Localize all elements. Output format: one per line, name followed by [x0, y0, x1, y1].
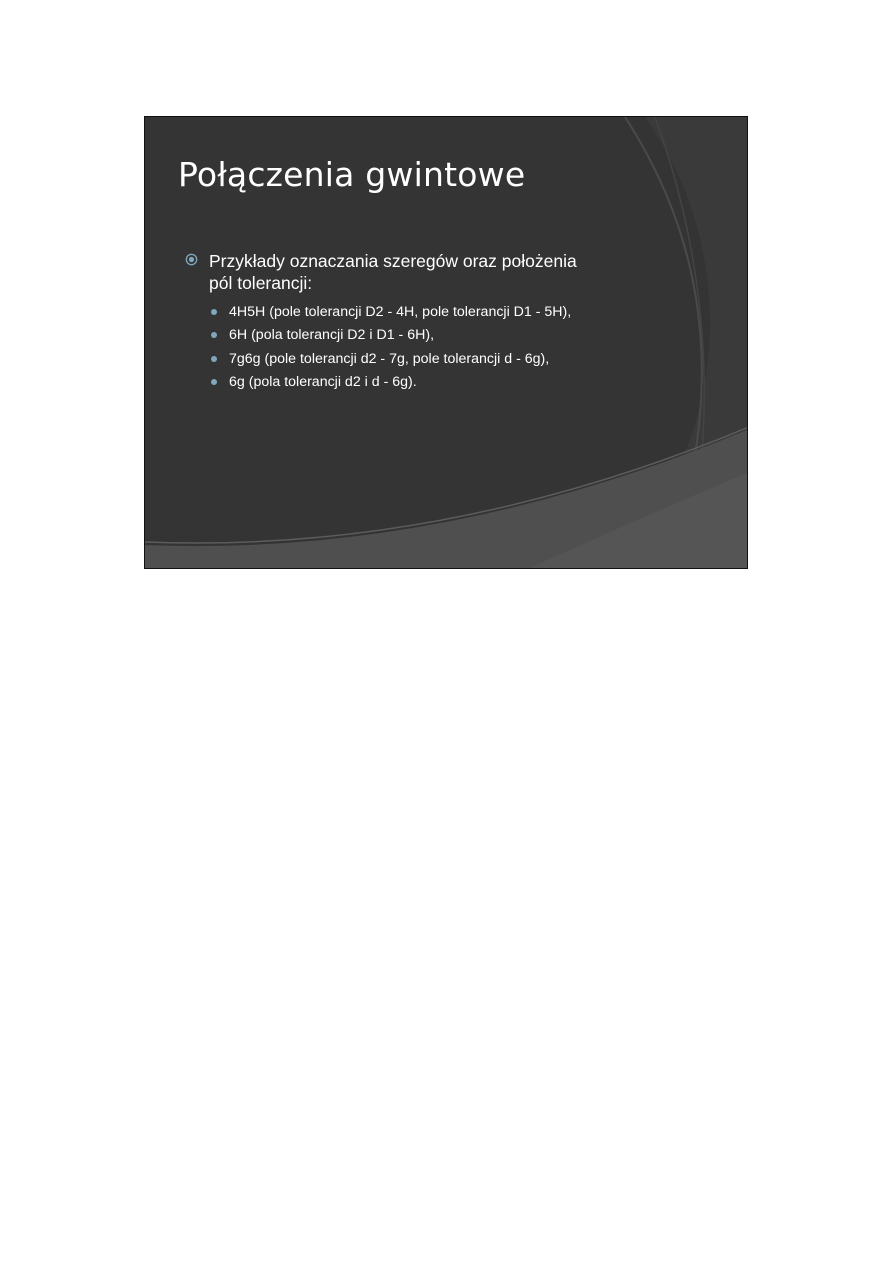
- dot-bullet-icon: [211, 332, 217, 338]
- list-item: [211, 324, 571, 348]
- dot-bullet-icon: [211, 356, 217, 362]
- dot-bullet-icon: [211, 309, 217, 315]
- bullet-level1-line1: Przykłady oznaczania szeregów oraz położenia: [209, 251, 577, 271]
- dot-bullet-icon: [211, 379, 217, 385]
- list-item-text: 6g (pola tolerancji d2 i d - 6g).: [229, 374, 417, 391]
- list-item: [211, 371, 571, 395]
- subitem-list: [211, 300, 571, 394]
- list-item: [211, 347, 571, 371]
- slide-title: Połączenia gwintowe: [178, 155, 526, 194]
- bullet-level1: [185, 250, 645, 294]
- list-item-text: 7g6g (pole tolerancji d2 - 7g, pole tolerancji d - 6g),: [229, 350, 550, 367]
- list-item: [211, 300, 571, 324]
- list-item-text: 4H5H (pole tolerancji D2 - 4H, pole tolerancji D1 - 5H),: [229, 303, 572, 320]
- slide: [144, 116, 748, 569]
- bullet-level1-text: [209, 250, 577, 294]
- circle-bullet-icon: [185, 250, 209, 294]
- list-item-text: 6H (pola tolerancji D2 i D1 - 6H),: [229, 327, 435, 344]
- bullet-level1-line2: pól tolerancji:: [209, 273, 313, 293]
